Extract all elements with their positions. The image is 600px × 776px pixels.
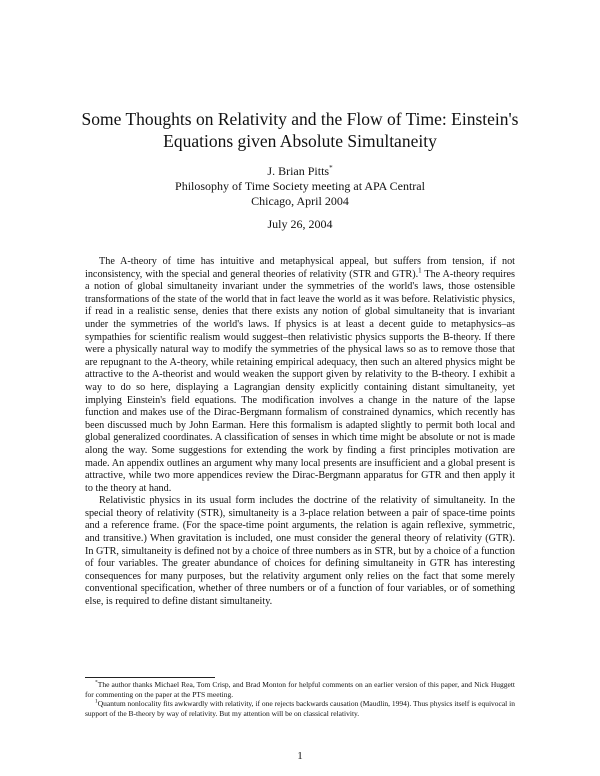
paragraph-1-part-b: The A-theory requires a notion of global simultaneity invariant under the symmetries of the world's laws, those ostensible transformations of the state of the world that in fact leave the world as it was before. Relativistic physics, if read in a realistic sense, denies that there exists any notion of global simultaneity that is invariant under the symmetries of the world's laws. If physics is at least a decent guide to metaphysics–as sympathies for scientific realism would suggest–then relativistic physics supports the B-theory. If there were a physically natural way to modify the symmetries of the physical laws so as to remove those that are repugnant to the A-theory, while retaining empirical adequacy, then such an altered physics might be attractive to the A-theorist and would weaken the support given by relativity to the B-theory. I exhibit a way to do so here, displaying a Lagrangian density explicitly containing distant simultaneity, yet implying Einstein's field equations. The modification involves a change in the nature of the lapse function and makes use of the Dirac-Bergmann formalism of constrained dynamics, which recently has been discussed much by John Earman. Here this formalism is adapted slightly to permit both local and global generalized coordinates. A classification of senses in which time might be absolute or not is made along the way. Some suggestions for extending the work by finding a first principles motivation are made. An appendix outlines an argument why many local presents are insufficient and a global present is attractive, while two more appendices review the Dirac-Bergmann apparatus for GTR and then apply it to the theory at hand. bbox=[85, 268, 515, 494]
paper-date: July 26, 2004 bbox=[267, 217, 333, 231]
footnote-ref-1: 1 bbox=[418, 266, 422, 275]
footnote-text: Quantum nonlocality fits awkwardly with relativity, if one rejects backwards causation (Maudlin, 1994). Thus physics itself is equivocal in support of the B-theory by way of relativity. But my attention will be on classical relativity. bbox=[85, 699, 515, 718]
author-footnote-mark: * bbox=[329, 164, 333, 172]
footnotes bbox=[85, 680, 515, 718]
author-block bbox=[100, 164, 500, 209]
author-name: J. Brian Pitts bbox=[267, 164, 330, 178]
footnote-mark: * bbox=[95, 679, 98, 686]
body-text bbox=[85, 256, 515, 609]
abstract-paragraph bbox=[85, 256, 515, 495]
paragraph-1-part-a: The A-theory of time has intuitive and metaphysical appeal, but suffers from tension, if not inconsistency, with the special and general theories of relativity (STR and GTR). bbox=[85, 256, 515, 280]
paragraph-2: Relativistic physics in its usual form includes the doctrine of the relativity of simultaneity. In the special theory of relativity (STR), simultaneity is a 3-place relation between a pair of space-time points and a reference frame. (For the space-time point arguments, the relation is again reflexive, symmetric, and transitive.) When gravitation is included, one must consider the general theory of relativity (GTR). In GTR, simultaneity is defined not by a choice of three numbers as in STR, but by a choice of a function of four variables. The greater abundance of choices for defining simultaneity in GTR has interesting consequences for many purposes, but the relativity argument only relies on the fact that some merely conventional specification, whether of three numbers or of a function of four variables, or of something else, is required to define distant simultaneity. bbox=[85, 495, 515, 608]
footnote-1 bbox=[85, 699, 515, 718]
footnote-rule bbox=[85, 677, 215, 678]
footnote-author bbox=[85, 680, 515, 699]
author-line bbox=[100, 164, 500, 179]
paper-title: Some Thoughts on Relativity and the Flow of Time: Einstein's Equations given Absolute Simultaneity bbox=[81, 109, 519, 151]
footnote-text: The author thanks Michael Rea, Tom Crisp, and Brad Monton for helpful comments on an earlier version of this paper, and Nick Huggett for commenting on the paper at the PTS meeting. bbox=[85, 680, 515, 699]
affiliation: Philosophy of Time Society meeting at APA Central bbox=[175, 179, 425, 193]
page-number: 1 bbox=[297, 750, 303, 762]
location: Chicago, April 2004 bbox=[251, 194, 349, 208]
footnote-mark: 1 bbox=[95, 698, 98, 705]
